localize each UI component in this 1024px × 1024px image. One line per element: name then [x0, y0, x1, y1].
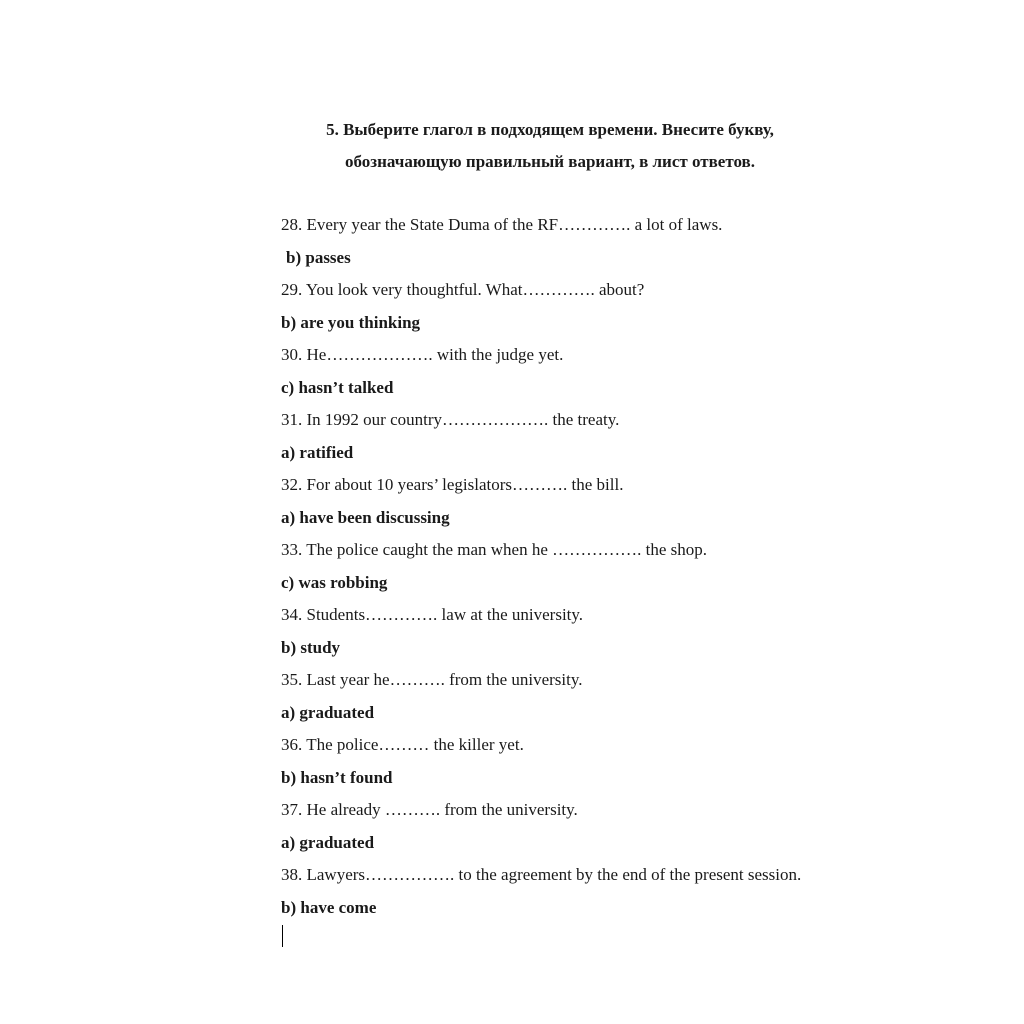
answer-text: c) was robbing [281, 572, 388, 592]
question-item [281, 274, 801, 339]
question-item [281, 859, 801, 924]
question-text: 35. Last year he………. from the university. [281, 670, 583, 689]
answer-text: a) graduated [281, 702, 375, 722]
question-text: 31. In 1992 our country………………. the treaty. [281, 410, 620, 429]
answer-text: b) study [281, 637, 341, 657]
question-text: 30. He………………. with the judge yet. [281, 345, 564, 364]
question-item [281, 339, 801, 404]
answer-text: a) graduated [281, 832, 375, 852]
question-text: 34. Students…………. law at the university. [281, 605, 584, 624]
question-text: 36. The police……… the killer yet. [281, 735, 524, 754]
question-item [281, 404, 801, 469]
question-text: 38. Lawyers……………. to the agreement by the end of the present session. [281, 865, 802, 884]
question-text: 37. He already ………. from the university. [281, 800, 578, 819]
answer-text: b) have come [281, 897, 377, 917]
question-text: 29. You look very thoughtful. What…………. about? [281, 280, 645, 299]
question-item [281, 729, 801, 794]
question-item [281, 209, 801, 274]
question-item [281, 599, 801, 664]
task-heading [240, 114, 860, 178]
question-item [281, 794, 801, 859]
text-cursor[interactable] [282, 925, 283, 947]
question-text: 32. For about 10 years’ legislators………. the bill. [281, 475, 624, 494]
answer-text: a) have been discussing [281, 507, 450, 527]
question-text: 33. The police caught the man when he ……………. the shop. [281, 540, 708, 559]
answer-text: b) are you thinking [281, 312, 421, 332]
question-text: 28. Every year the State Duma of the RF…………. a lot of laws. [281, 215, 723, 234]
answer-text: b) passes [286, 247, 351, 267]
question-item [281, 469, 801, 534]
answer-text: c) hasn’t talked [281, 377, 394, 397]
task-heading-line-2: обозначающую правильный вариант, в лист ответов. [345, 152, 755, 171]
question-list [281, 209, 801, 924]
task-heading-line-1: 5. Выберите глагол в подходящем времени. Внесите букву, [326, 120, 774, 139]
question-item [281, 534, 801, 599]
question-item [281, 664, 801, 729]
answer-text: a) ratified [281, 442, 354, 462]
answer-text: b) hasn’t found [281, 767, 393, 787]
